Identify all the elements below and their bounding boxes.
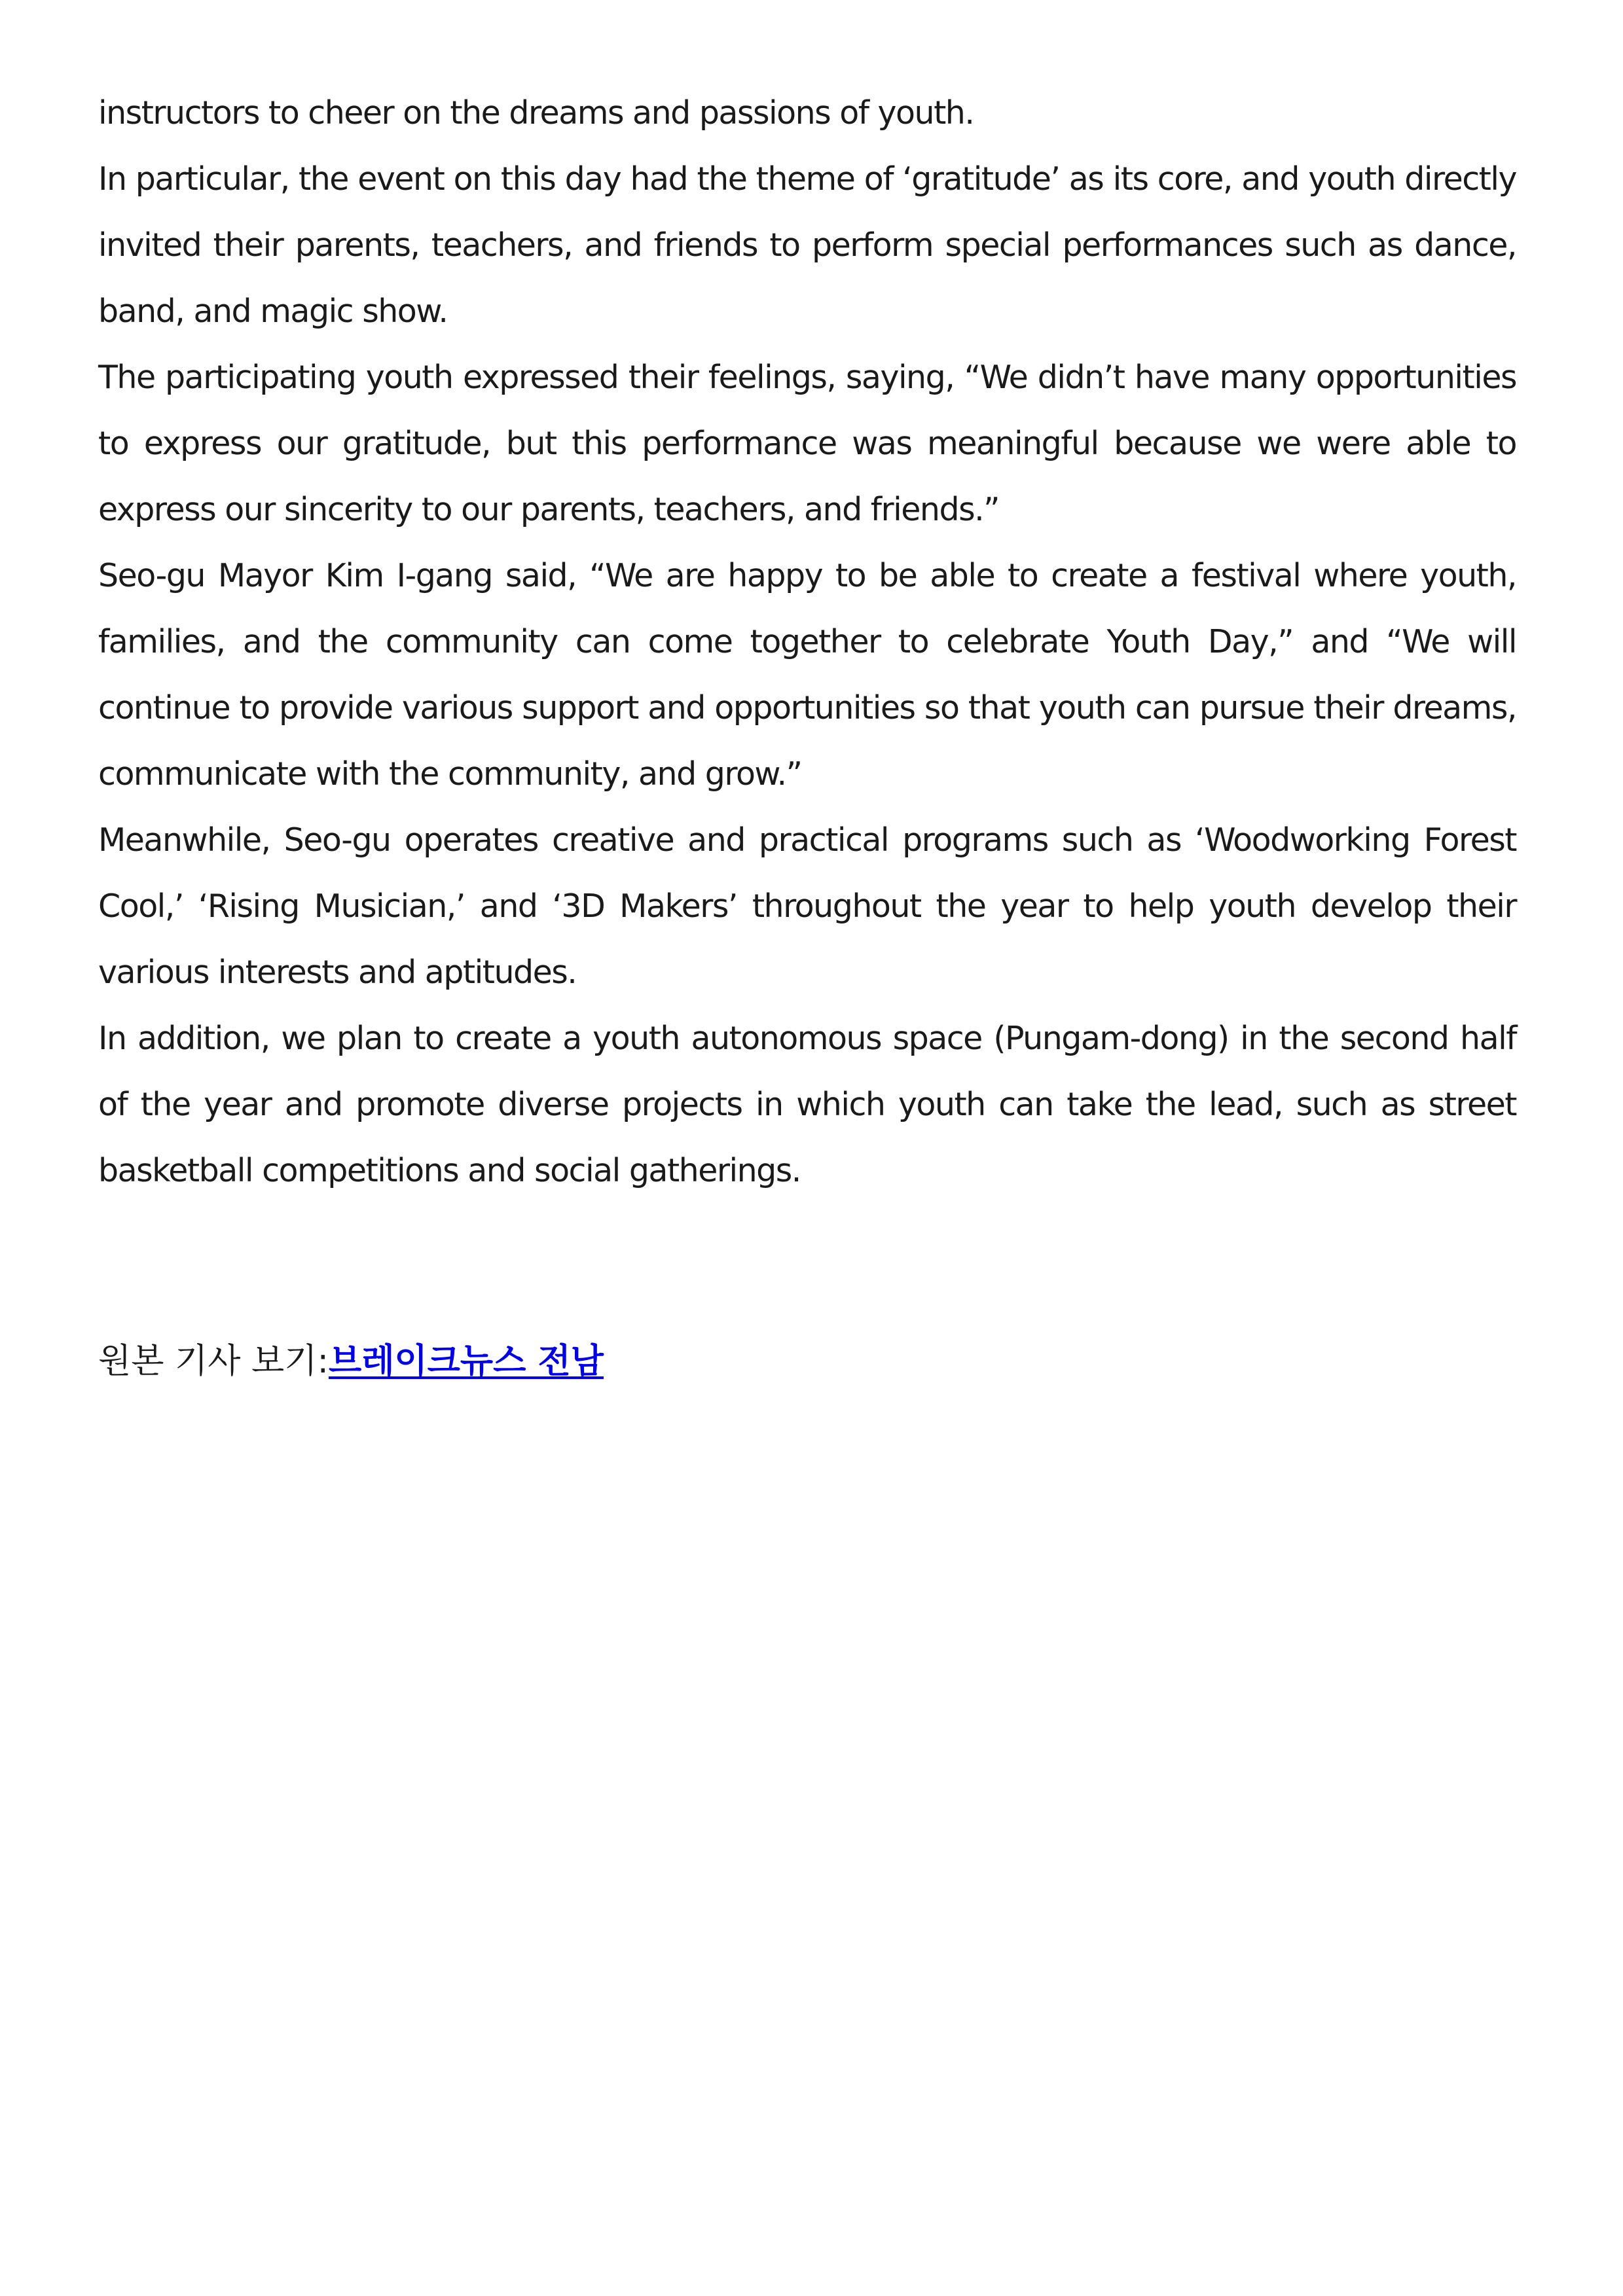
article-paragraph: In particular, the event on this day had the theme of ‘gratitude’ as its core, and youth directly invited their parents, teachers, and friends to perform special performances such as dance, band, and magic show. [98,160,1516,330]
article-paragraph: Meanwhile, Seo-gu operates creative and practical programs such as ‘Woodworking Forest Cool,’ ‘Rising Musician,’ and ‘3D Makers’ throughout the year to help youth develop their various interests and aptitudes. [98,821,1516,991]
source-attribution [98,1329,604,1395]
article-paragraph: instructors to cheer on the dreams and passions of youth. [98,94,974,132]
source-link[interactable]: 브레이크뉴스 전남 [328,1342,604,1381]
article-paragraph: The participating youth expressed their feelings, saying, “We didn’t have many opportunities to express our gratitude, but this performance was meaningful because we were able to express our sincerity to our parents, teachers, and friends.” [98,359,1516,528]
article-paragraph: Seo-gu Mayor Kim I-gang said, “We are happy to be able to create a festival where youth, families, and the community can come together to celebrate Youth Day,” and “We will continue to provide various support and opportunities so that youth can pursue their dreams, communicate with the community, and grow.” [98,557,1516,793]
article-body [98,80,1516,1204]
source-label: 원본 기사 보기: [98,1342,329,1381]
article-paragraph: In addition, we plan to create a youth autonomous space (Pungam-dong) in the second half of the year and promote diverse projects in which youth can take the lead, such as street basketball competitions and social gatherings. [98,1020,1516,1189]
